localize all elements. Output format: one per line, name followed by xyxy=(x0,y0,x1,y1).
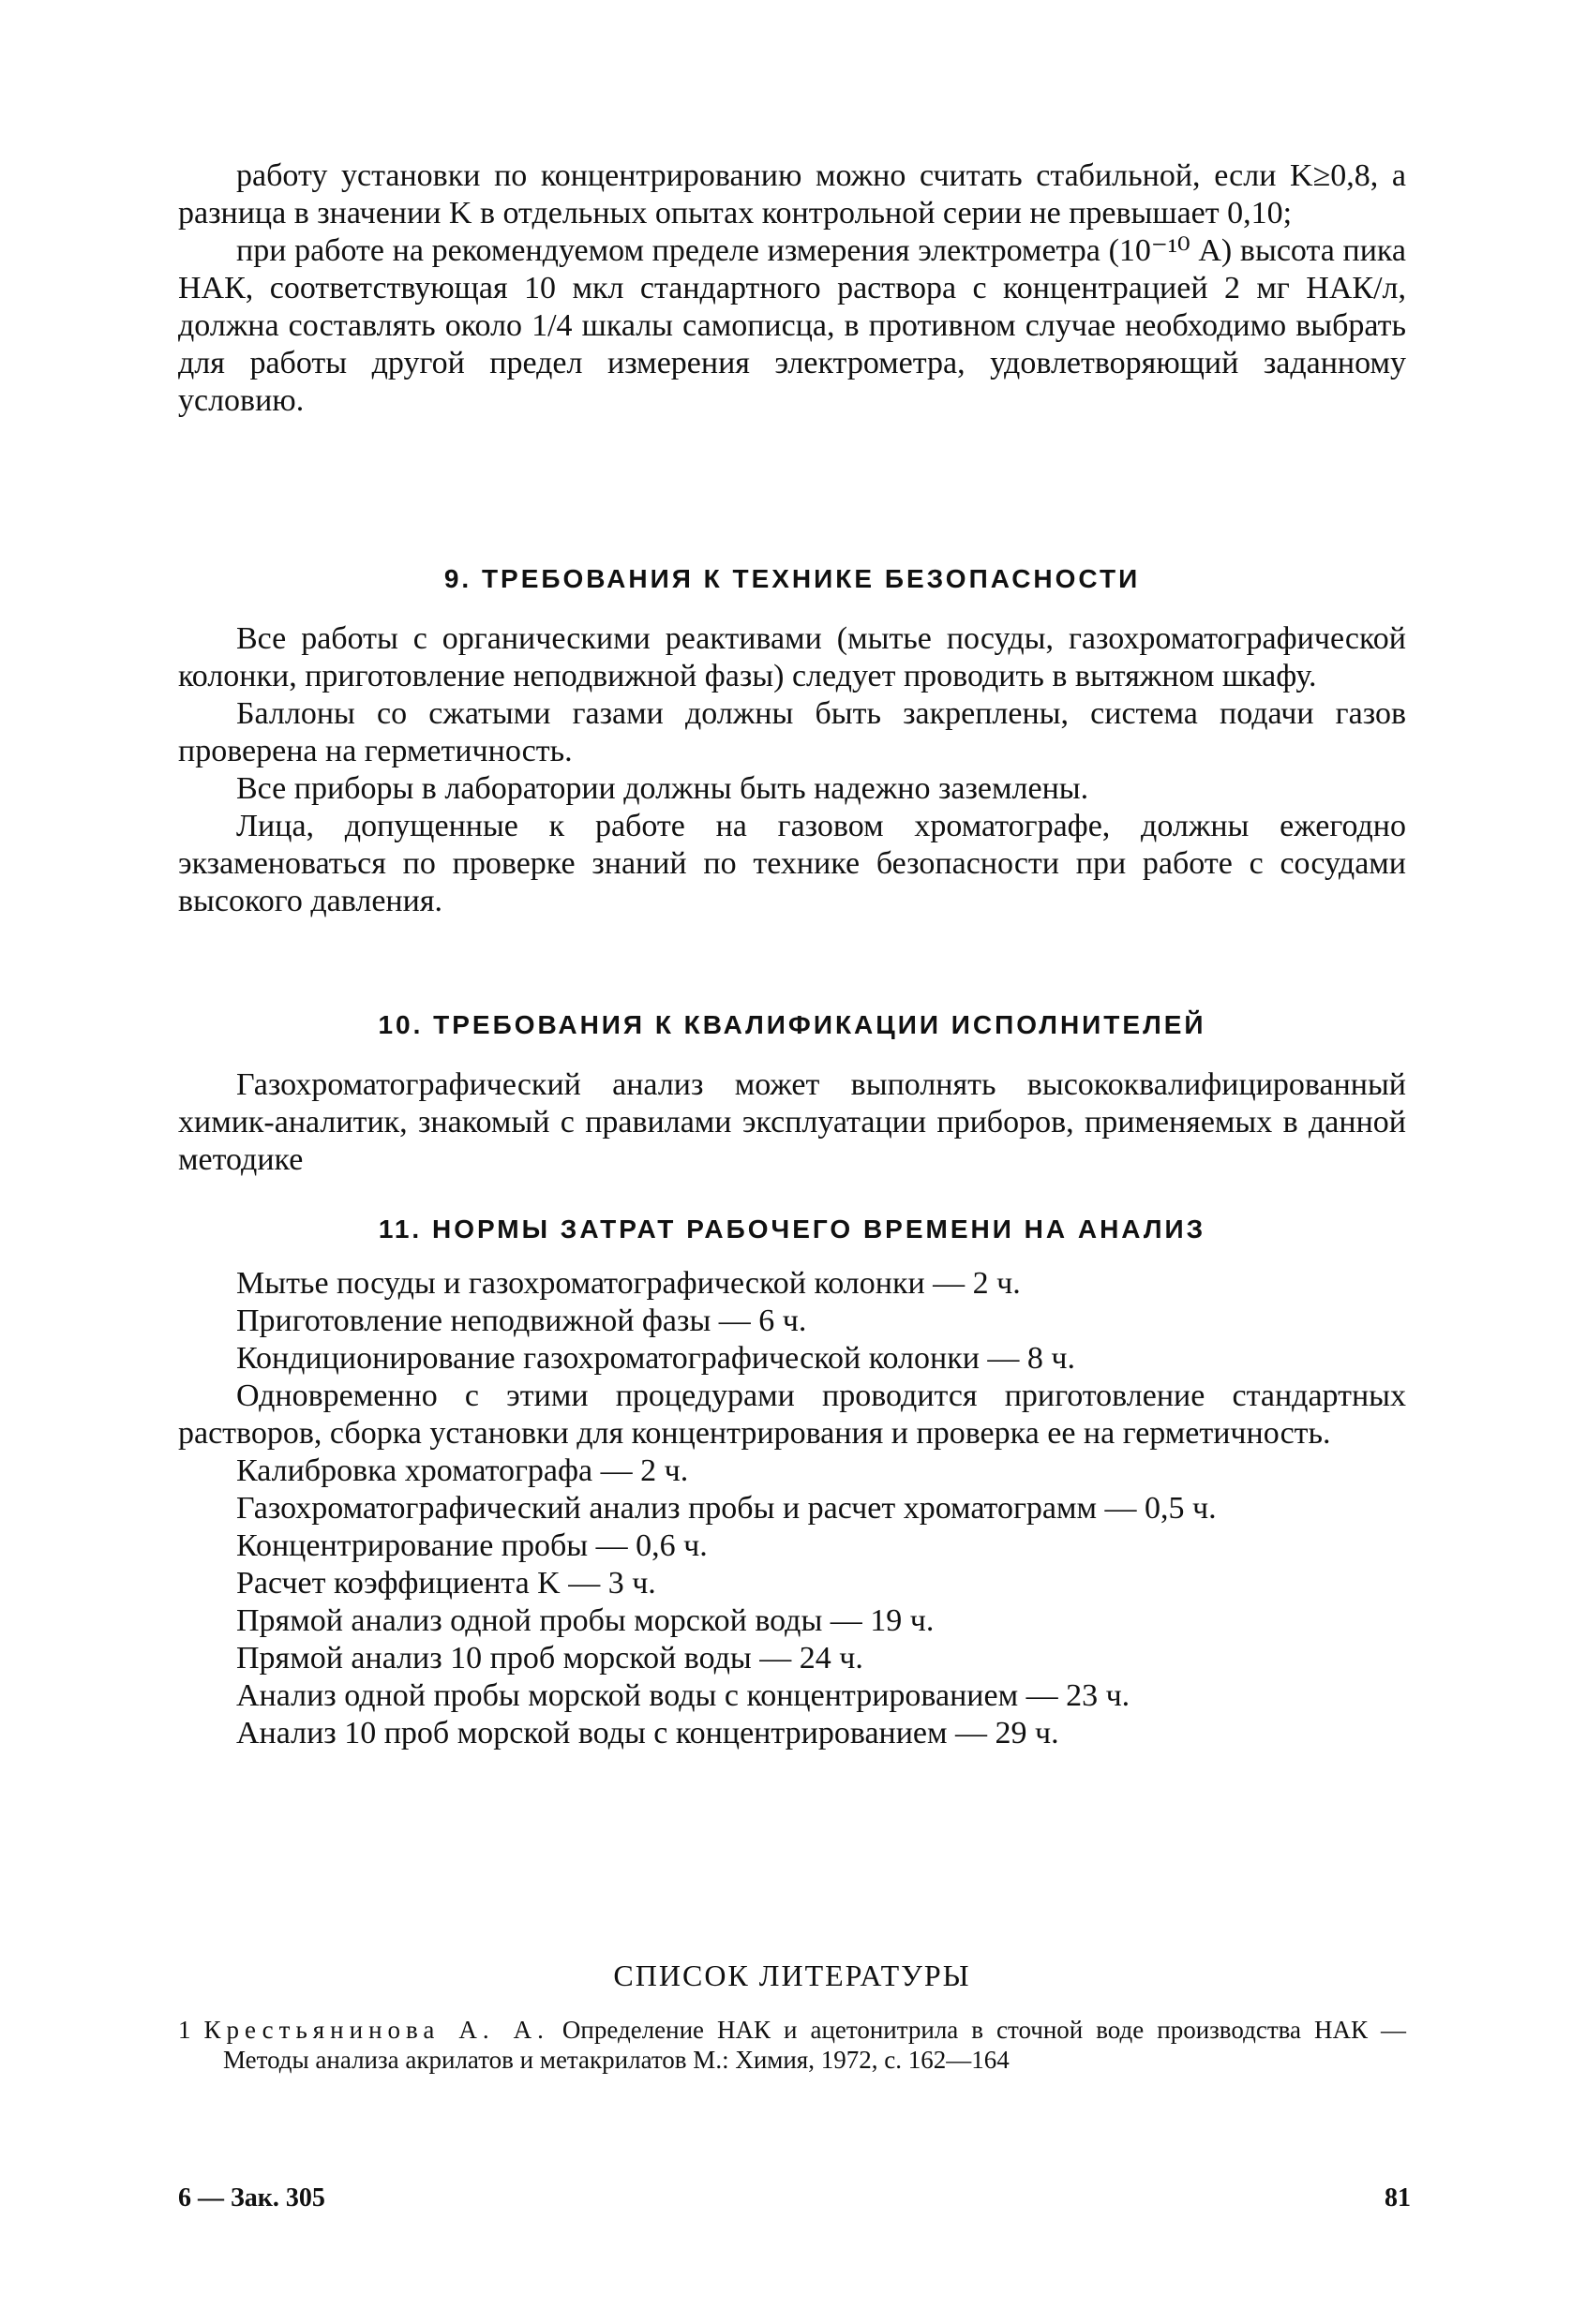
intro-paragraph-2: при работе на рекомендуемом пределе измерения электрометра (10⁻¹⁰ А) высота пика НАК, соответствующая 10 мкл стандартного раствора с концентрацией 2 мг НАК/л, должна составлять около 1/4 шкалы самописца, в противном случае необходимо выбрать для работы другой предел измерения электрометра, удовлетворяющий заданному условию. xyxy=(178,233,1406,418)
time-norm-item: Приготовление неподвижной фазы — 6 ч. xyxy=(236,1304,807,1338)
intro-paragraph-1: работу установки по концентрированию можно считать стабильной, если K≥0,8, а разница в значении K в отдельных опытах контрольной серии не превышает 0,10; xyxy=(178,158,1406,231)
section-11-list xyxy=(178,1265,1406,1752)
section-10-heading: 10. ТРЕБОВАНИЯ К КВАЛИФИКАЦИИ ИСПОЛНИТЕЛЕЙ xyxy=(378,1010,1206,1039)
literature-list xyxy=(178,2015,1406,2075)
page-number: 81 xyxy=(1385,2183,1411,2212)
print-order-mark: 6 — Зак. 305 xyxy=(178,2183,325,2212)
time-norm-item: Газохроматографический анализ пробы и расчет хроматограмм — 0,5 ч. xyxy=(236,1491,1217,1526)
time-norm-item: Концентрирование пробы — 0,6 ч. xyxy=(236,1528,708,1563)
reference-author: Крестьянинова А. А. xyxy=(203,2016,549,2044)
time-norm-item: Кондиционирование газохроматографической колонки — 8 ч. xyxy=(236,1341,1076,1376)
section-11-heading: 11. НОРМЫ ЗАТРАТ РАБОЧЕГО ВРЕМЕНИ НА АНАЛИЗ xyxy=(378,1214,1206,1244)
section-9-paragraph-3: Все приборы в лаборатории должны быть надежно заземлены. xyxy=(236,771,1089,806)
time-norm-item: Мытье посуды и газохроматографической колонки — 2 ч. xyxy=(236,1266,1021,1301)
time-norm-item: Анализ 10 проб морской воды с концентрированием — 29 ч. xyxy=(236,1716,1059,1750)
reference-item xyxy=(178,2015,1406,2075)
section-9-text xyxy=(178,620,1406,920)
intro-text xyxy=(178,157,1406,420)
time-norm-item: Расчет коэффициента K — 3 ч. xyxy=(236,1566,656,1601)
time-norm-item: Прямой анализ одной пробы морской воды — 19 ч. xyxy=(236,1603,935,1638)
section-9-heading: 9. ТРЕБОВАНИЯ К ТЕХНИКЕ БЕЗОПАСНОСТИ xyxy=(443,564,1141,593)
reference-text: Определение НАК и ацетонитрила в сточной воде производства НАК — Методы анализа акрилатов и метакрилатов М.: Химия, 1972, с. 162—164 xyxy=(223,2016,1406,2074)
section-10-paragraph-1: Газохроматографический анализ может выполнять высококвалифицированный химик-аналитик, знакомый с правилами эксплуатации приборов, применяемых в данной методике xyxy=(178,1067,1406,1177)
section-9-paragraph-1: Все работы с органическими реактивами (мытье посуды, газохроматографической колонки, приготовление неподвижной фазы) следует проводить в вытяжном шкафу. xyxy=(178,621,1406,693)
section-9-paragraph-4: Лица, допущенные к работе на газовом хроматографе, должны ежегодно экзаменоваться по проверке знаний по технике безопасности при работе с сосудами высокого давления. xyxy=(178,809,1406,918)
section-10-text xyxy=(178,1066,1406,1179)
time-norm-item: Анализ одной пробы морской воды с концентрированием — 23 ч. xyxy=(236,1678,1130,1713)
literature-title: СПИСОК ЛИТЕРАТУРЫ xyxy=(613,1959,971,1992)
time-norm-item: Калибровка хроматографа — 2 ч. xyxy=(236,1453,689,1488)
time-norm-item: Прямой анализ 10 проб морской воды — 24 ч. xyxy=(236,1641,863,1676)
time-norm-item: Одновременно с этими процедурами проводится приготовление стандартных растворов, сборка установки для концентрирования и проверка ее на герметичность. xyxy=(178,1378,1406,1451)
reference-number: 1 xyxy=(178,2016,191,2044)
section-9-paragraph-2: Баллоны со сжатыми газами должны быть закреплены, система подачи газов проверена на герметичность. xyxy=(178,696,1406,768)
